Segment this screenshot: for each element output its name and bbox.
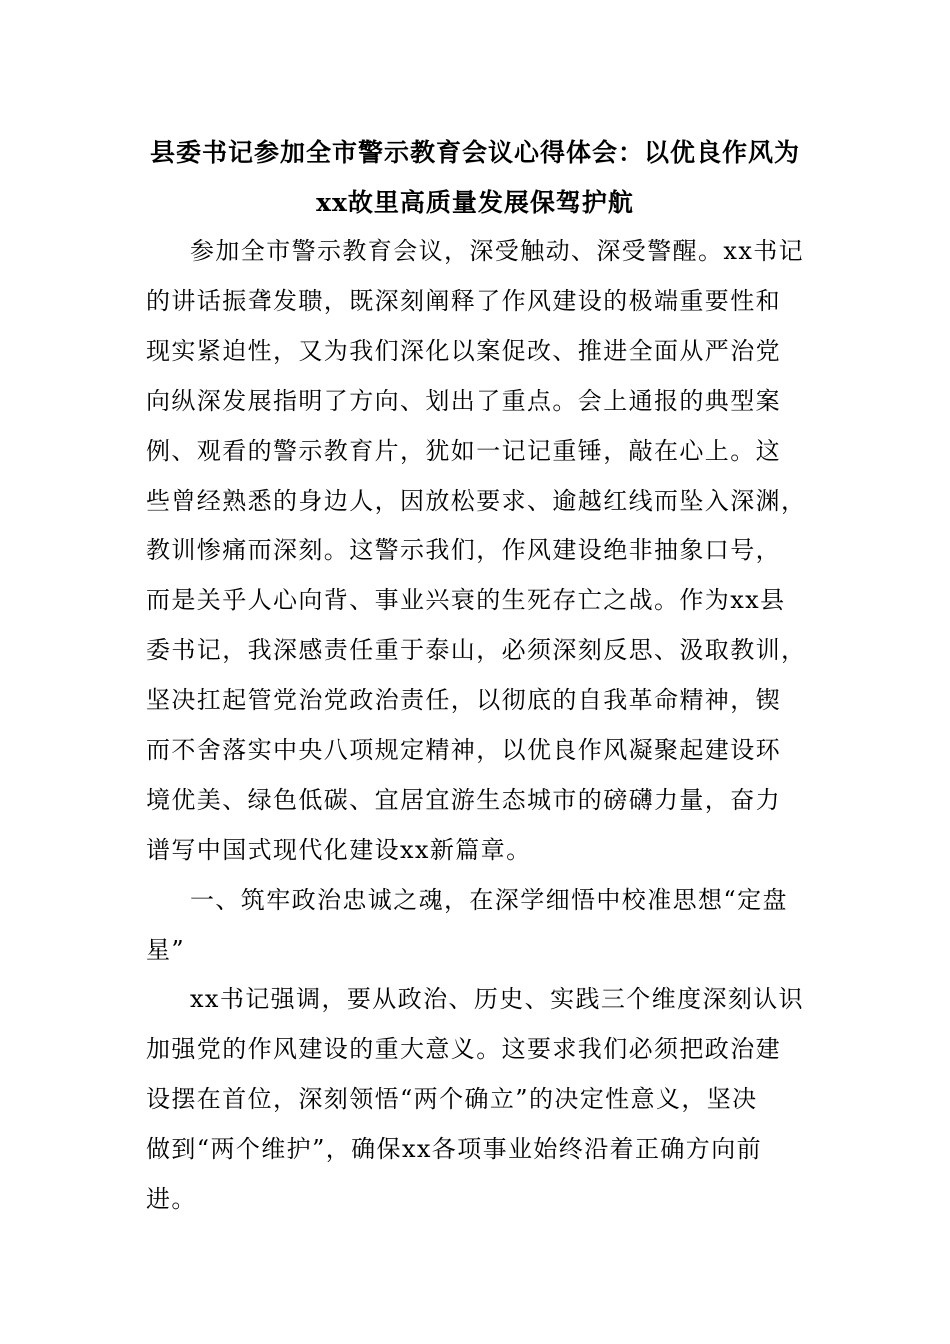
paragraph-2-line-4: 做到“两个维护”，确保xx各项事业始终沿着正确方向前 (146, 1135, 763, 1163)
paragraph-2-line-5: 进。 (146, 1185, 197, 1213)
paragraph-1-line-11: 而不舍落实中央八项规定精神，以优良作风凝聚起建设环 (146, 736, 781, 764)
paragraph-1-line-3: 现实紧迫性，又为我们深化以案促改、推进全面从严治党 (146, 337, 781, 365)
document-title-line-2: xx故里高质量发展保驾护航 (316, 188, 634, 217)
paragraph-1-line-1: 参加全市警示教育会议，深受触动、深受警醒。xx书记 (190, 237, 805, 265)
section-heading-line-2: 星” (146, 936, 186, 964)
paragraph-1-line-8: 而是关乎人心向背、事业兴衰的生死存亡之战。作为xx县 (146, 586, 786, 614)
paragraph-1-line-10: 坚决扛起管党治党政治责任，以彻底的自我革命精神，锲 (146, 686, 781, 714)
paragraph-2-line-2: 加强党的作风建设的重大意义。这要求我们必须把政治建 (146, 1035, 781, 1063)
section-heading-line-1: 一、筑牢政治忠诚之魂，在深学细悟中校准思想“定盘 (190, 886, 788, 914)
paragraph-1-line-6: 些曾经熟悉的身边人，因放松要求、逾越红线而坠入深渊， (146, 487, 807, 515)
paragraph-1-line-12: 境优美、绿色低碳、宜居宜游生态城市的磅礴力量，奋力 (146, 786, 781, 814)
paragraph-2-line-1: xx书记强调，要从政治、历史、实践三个维度深刻认识 (190, 985, 805, 1013)
paragraph-1-line-9: 委书记，我深感责任重于泰山，必须深刻反思、汲取教训， (146, 636, 807, 664)
paragraph-1-line-2: 的讲话振聋发聩，既深刻阐释了作风建设的极端重要性和 (146, 287, 781, 315)
paragraph-1-line-5: 例、观看的警示教育片，犹如一记记重锤，敲在心上。这 (146, 437, 781, 465)
paragraph-1-line-4: 向纵深发展指明了方向、划出了重点。会上通报的典型案 (146, 387, 781, 415)
paragraph-1-line-7: 教训惨痛而深刻。这警示我们，作风建设绝非抽象口号， (146, 536, 781, 564)
paragraph-2-line-3: 设摆在首位，深刻领悟“两个确立”的决定性意义，坚决 (146, 1085, 758, 1113)
document-title-line-1: 县委书记参加全市警示教育会议心得体会：以优良作风为 (149, 138, 800, 167)
paragraph-1-line-13: 谱写中国式现代化建设xx新篇章。 (146, 836, 532, 864)
